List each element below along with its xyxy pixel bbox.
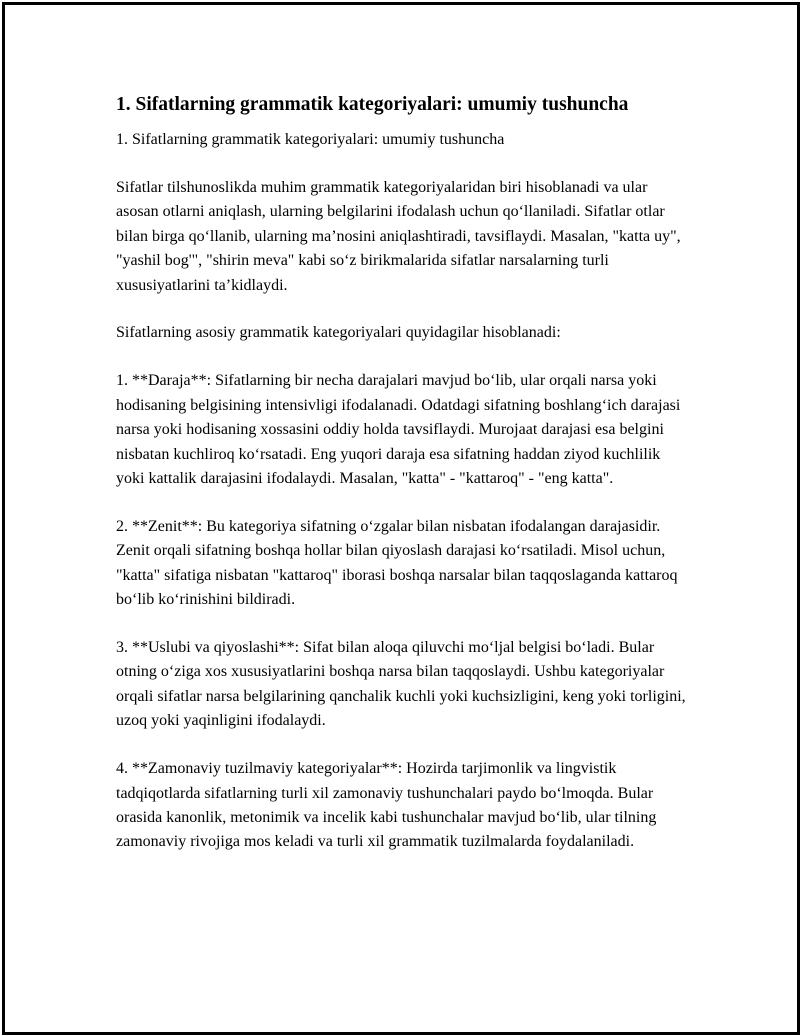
document-title: 1. Sifatlarning grammatik kategoriyalari: umumiy tushuncha (116, 94, 629, 115)
paragraph-item-daraja: 1. **Daraja**: Sifatlarning bir necha darajalari mavjud bo‘lib, ular orqali narsa yoki hodisaning belgisining intensivligi ifodalanadi. Odatdagi sifatning boshlang‘ich darajasi narsa yoki hodisaning xossasini oddiy holda tavsiflaydi. Murojaat darajasi esa belgini nisbatan kuchliroq ko‘rsatadi. Eng yuqori daraja esa sifatning haddan ziyod kuchlilik yoki kattalik darajasini ifodalaydi. Masalan, "katta" - "kattaroq" - "eng katta". (116, 372, 681, 487)
paragraph-intro: Sifatlar tilshunoslikda muhim grammatik kategoriyalaridan biri hisoblanadi va ular asosan otlarni aniqlash, ularning belgilarini ifodalash uchun qo‘llaniladi. Sifatlar otlar bilan birga qo‘llanib, ularning ma’nosini aniqlashtiradi, tavsiflaydi. Masalan, "katta uy", "yashil bog'", "shirin meva" kabi so‘z birikmalarida sifatlar narsalarning turli xususiyatlarini ta’kidlaydi. (116, 178, 681, 294)
paragraph-item-uslubi: 3. **Uslubi va qiyoslashi**: Sifat bilan aloqa qiluvchi mo‘ljal belgisi bo‘ladi. Bular otning o‘ziga xos xususiyatlarini boshqa narsa bilan taqqoslaydi. Ushbu kategoriyalar orqali sifatlar narsa belgilarining qanchalik kuchli yoki kuchsizligini, keng yoki torligini, uzoq yoki yaqinligini ifodalaydi. (116, 639, 686, 730)
paragraph-list-intro: Sifatlarning asosiy grammatik kategoriyalari quyidagilar hisoblanadi: (116, 324, 561, 342)
paragraph-item-zenit: 2. **Zenit**: Bu kategoriya sifatning o‘zgalar bilan nisbatan ifodalangan darajasidir. Zenit orqali sifatning boshqa hollar bilan qiyoslash darajasi ko‘rsatiladi. Misol uchun, "katta" sifatiga nisbatan "kattaroq" iborasi boshqa narsalar bilan taqqoslaganda kattaroq bo‘lib ko‘rinishini bildiradi. (116, 517, 678, 609)
paragraph-subtitle: 1. Sifatlarning grammatik kategoriyalari: umumiy tushuncha (116, 131, 505, 148)
document-body (116, 92, 686, 878)
paragraph-item-zamonaviy: 4. **Zamonaviy tuzilmaviy kategoriyalar**: Hozirda tarjimonlik va lingvistik tadqiqotlarda sifatlarning turli xil zamonaviy tushunchalari paydo bo‘lmoqda. Bular orasida kanonlik, metonimik va incelik kabi tushunchalar mavjud bo‘lib, ular tilning zamonaviy rivojiga mos keladi va turli xil grammatik tuzilmalarda foydalaniladi. (116, 760, 657, 851)
